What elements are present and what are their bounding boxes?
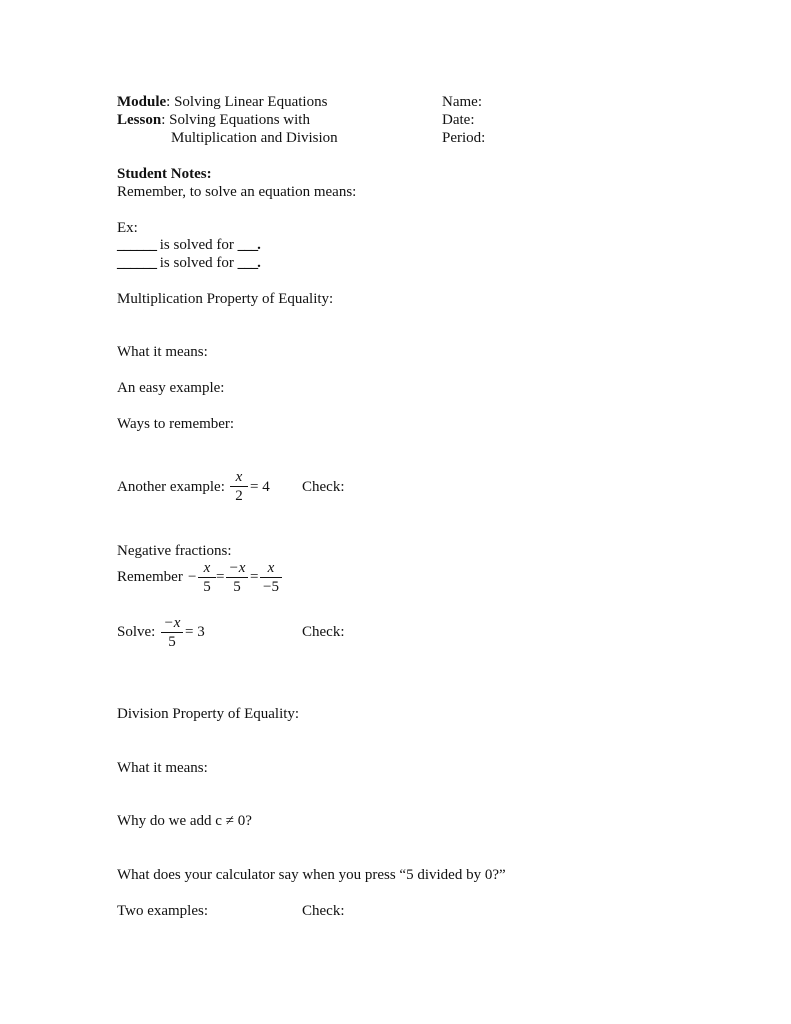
lesson-label: Lesson bbox=[117, 112, 162, 128]
fraction-bar bbox=[161, 632, 183, 633]
example-line-2 bbox=[117, 254, 261, 272]
fraction-negx-over-5 bbox=[161, 615, 183, 650]
check-label-2: Check: bbox=[302, 624, 345, 640]
denominator: 5 bbox=[203, 579, 211, 595]
another-example: Another example: bbox=[117, 479, 225, 495]
solved-for-text: is solved for bbox=[156, 255, 238, 271]
ways-to-remember: Ways to remember: bbox=[117, 416, 235, 432]
denominator: −5 bbox=[263, 579, 279, 595]
name-label: Name: bbox=[442, 94, 482, 110]
lesson-line bbox=[117, 111, 310, 129]
mult-property: Multiplication Property of Equality: bbox=[117, 291, 334, 307]
date-label: Date: bbox=[442, 112, 475, 128]
blank-short: ___ bbox=[237, 237, 258, 253]
period-label: Period: bbox=[442, 130, 486, 146]
numerator: x bbox=[267, 560, 275, 576]
numerator: −x bbox=[228, 560, 246, 576]
two-examples: Two examples: bbox=[117, 903, 209, 919]
numerator: −x bbox=[163, 615, 181, 631]
solved-for-text: is solved for bbox=[156, 237, 238, 253]
lesson-value-cont: Multiplication and Division bbox=[171, 130, 338, 146]
lesson-value: : Solving Equations with bbox=[161, 112, 310, 128]
module-line bbox=[117, 93, 327, 111]
check-label-3: Check: bbox=[302, 903, 345, 919]
period-mark: . bbox=[257, 237, 261, 253]
equals-sign: = bbox=[250, 569, 259, 585]
equals-three: = 3 bbox=[185, 624, 205, 640]
fraction-x-over-2 bbox=[230, 469, 248, 504]
blank-short: ___ bbox=[237, 255, 258, 271]
blank-long: ______ bbox=[117, 237, 156, 253]
remember-neg: Remember bbox=[117, 569, 183, 585]
blank-long: ______ bbox=[117, 255, 156, 271]
equals-sign: = bbox=[216, 569, 225, 585]
what-it-means-1: What it means: bbox=[117, 344, 208, 360]
denominator: 5 bbox=[168, 634, 176, 650]
example-line-1 bbox=[117, 236, 261, 254]
numerator: x bbox=[203, 560, 211, 576]
fraction-negx-over-5 bbox=[226, 560, 248, 595]
easy-example: An easy example: bbox=[117, 380, 225, 396]
equals-four: = 4 bbox=[250, 479, 270, 495]
denominator: 2 bbox=[235, 488, 243, 504]
fraction-x-over-5 bbox=[198, 560, 216, 595]
solve-label: Solve: bbox=[117, 624, 156, 640]
remember-solve: Remember, to solve an equation means: bbox=[117, 184, 357, 200]
what-it-means-2: What it means: bbox=[117, 760, 208, 776]
fraction-bar bbox=[230, 486, 248, 487]
why-add-question: Why do we add c ≠ 0? bbox=[117, 813, 252, 829]
div-property: Division Property of Equality: bbox=[117, 706, 300, 722]
minus-sign: − bbox=[188, 569, 197, 585]
ex-label: Ex: bbox=[117, 220, 138, 236]
fraction-bar bbox=[260, 577, 282, 578]
fraction-bar bbox=[226, 577, 248, 578]
calculator-question: What does your calculator say when you press “5 divided by 0?” bbox=[117, 867, 506, 883]
negative-fractions: Negative fractions: bbox=[117, 543, 232, 559]
notes-title: Student Notes: bbox=[117, 166, 212, 182]
check-label-1: Check: bbox=[302, 479, 345, 495]
numerator: x bbox=[235, 469, 243, 485]
denominator: 5 bbox=[233, 579, 241, 595]
module-label: Module bbox=[117, 94, 167, 110]
fraction-x-over-neg5 bbox=[260, 560, 282, 595]
period-mark: . bbox=[257, 255, 261, 271]
fraction-bar bbox=[198, 577, 216, 578]
module-value: : Solving Linear Equations bbox=[166, 94, 328, 110]
